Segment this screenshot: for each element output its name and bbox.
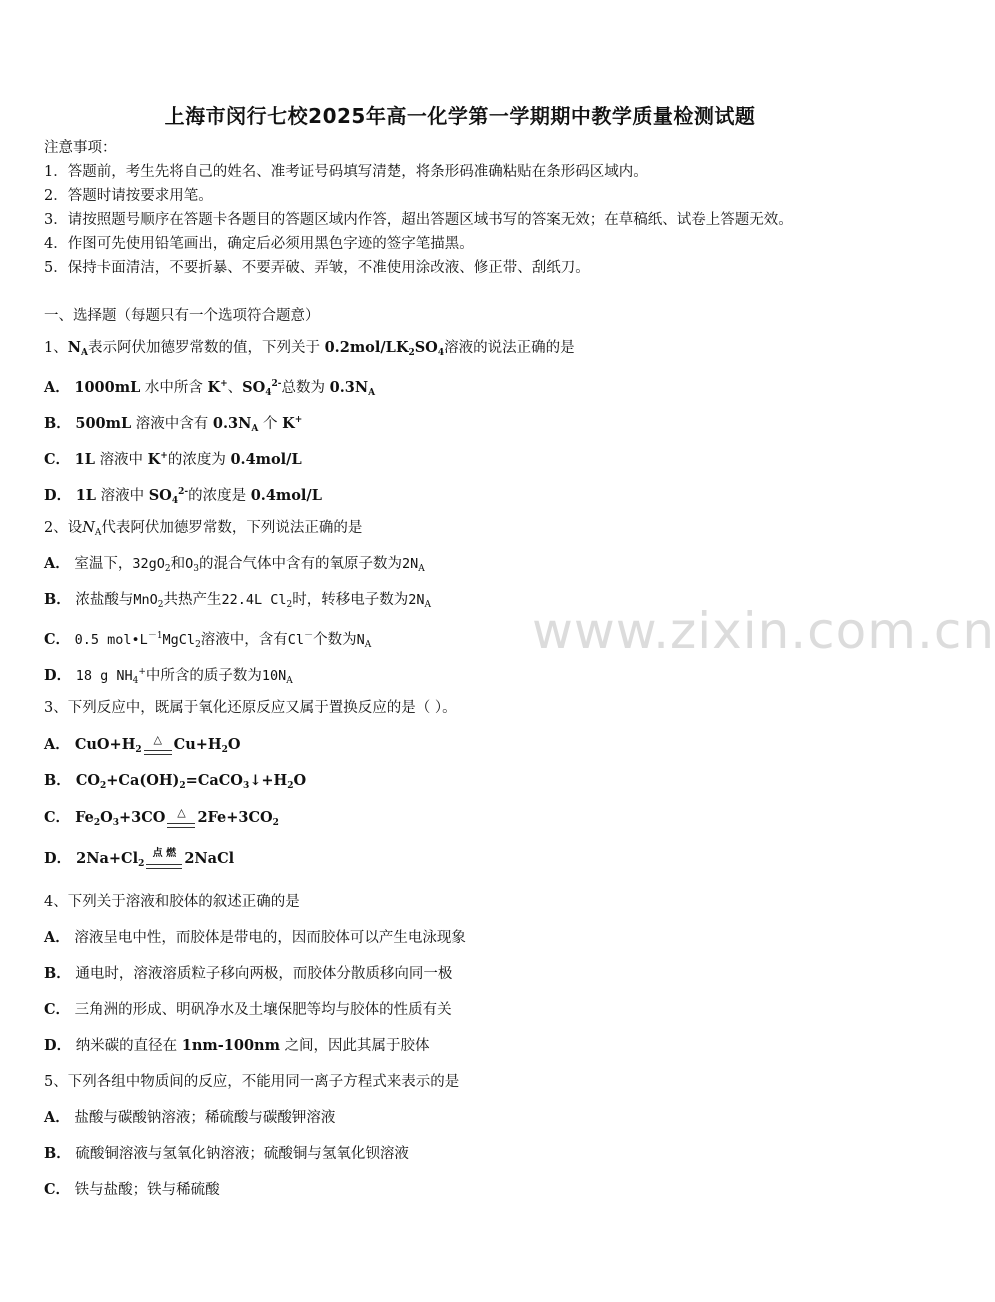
- ignition-condition: 点 燃: [144, 854, 184, 874]
- notice-header: 注意事项：: [44, 140, 117, 156]
- question-4-option-b: B． 通电时，溶液溶质粒子移向两极，而胶体分散质移向同一极: [44, 965, 453, 982]
- notice-item-4: 4．作图可先使用铅笔画出，确定后必须用黑色字迹的签字笔描黑。: [44, 236, 474, 252]
- notice-item-2: 2．答题时请按要求用笔。: [44, 188, 213, 204]
- question-4-option-a: A． 溶液呈电中性，而胶体是带电的，因而胶体可以产生电泳现象: [44, 929, 466, 946]
- question-1-option-c: C． 1L 溶液中 K+的浓度为 0.4mol/L: [44, 451, 302, 468]
- question-3-option-d: D． $2Na+Cl_2$ 点 燃 2NaCl: [44, 849, 234, 874]
- question-1-option-a: A． 1000mL 水中所含 K+、$SO_4^{2-}$总数为 $0.3N_A$: [44, 379, 376, 398]
- question-4-option-c: C． 三角洲的形成、明矾净水及土壤保肥等均与胶体的性质有关: [44, 1001, 452, 1018]
- notice-item-1: 1．答题前，考生先将自己的姓名、准考证号码填写清楚，将条形码准确粘贴在条形码区域内。: [44, 164, 648, 180]
- question-3-option-a: A． $CuO+H_2$ △ $Cu+H_2O$: [44, 735, 241, 760]
- notice-item-5: 5．保持卡面清洁，不要折暴、不要弄破、弄皱，不准使用涂改液、修正带、刮纸刀。: [44, 260, 590, 276]
- question-4-option-d: D． 纳米碳的直径在 1nm-100nm 之间，因此其属于胶体: [44, 1037, 430, 1054]
- question-1-option-d: D． 1L 溶液中 $SO_4^{2-}$的浓度是 0.4mol/L: [44, 487, 322, 506]
- question-2-option-c: C． 0.5 $mol•L^{-1}MgCl_2$溶液中，含有Cl－个数为$N_A$: [44, 631, 372, 650]
- question-5-option-c: C． 铁与盐酸；铁与稀硫酸: [44, 1181, 220, 1198]
- question-3-stem: 3、下列反应中，既属于氧化还原反应又属于置换反应的是（ ）。: [44, 700, 457, 716]
- question-2-option-a: A． 室温下，$32gO_2$和$O_3$的混合气体中含有的氧原子数为$2N_A$: [44, 555, 425, 574]
- question-5-option-a: A． 盐酸与碳酸钠溶液；稀硫酸与碳酸钾溶液: [44, 1109, 336, 1126]
- question-1-stem: 1、$N_A$表示阿伏加德罗常数的值，下列关于 $0.2mol/LK_2SO_4$溶液的说法正确的是: [44, 339, 575, 358]
- question-3-option-c: C． $Fe_2O_3+3CO$ △ $2Fe+3CO_2$: [44, 808, 279, 833]
- question-2-stem: 2、设$N_A$代表阿伏加德罗常数，下列说法正确的是: [44, 520, 363, 538]
- heat-condition: △: [142, 740, 174, 760]
- question-1-option-b: B． 500mL 溶液中含有 $0.3N_A$ 个 K+: [44, 415, 303, 434]
- question-5-option-b: B． 硫酸铜溶液与氢氧化钠溶液；硫酸铜与氢氧化钡溶液: [44, 1145, 409, 1162]
- question-4-stem: 4、下列关于溶液和胶体的叙述正确的是: [44, 894, 300, 910]
- notice-item-3: 3．请按照题号顺序在答题卡各题目的答题区域内作答，超出答题区域书写的答案无效；在草稿纸、试卷上答题无效。: [44, 212, 793, 228]
- question-2-option-d: D． 18 g $NH_4^+$中所含的质子数为$10N_A$: [44, 667, 293, 686]
- watermark: www.zixin.com.cn: [532, 602, 995, 660]
- heat-condition: △: [165, 813, 197, 833]
- question-3-option-b: B． $CO_2+Ca(OH)_2=CaCO_3↓+H_2O$: [44, 772, 307, 791]
- page-title: 上海市闵行七校2025年高一化学第一学期期中教学质量检测试题: [164, 104, 756, 128]
- section-heading: 一、选择题（每题只有一个选项符合题意）: [44, 308, 320, 324]
- question-5-stem: 5、下列各组中物质间的反应，不能用同一离子方程式来表示的是: [44, 1074, 460, 1090]
- question-2-option-b: B． 浓盐酸与MnO$_2$共热产生22.4L $Cl_2$时，转移电子数为$2N_A$: [44, 591, 432, 610]
